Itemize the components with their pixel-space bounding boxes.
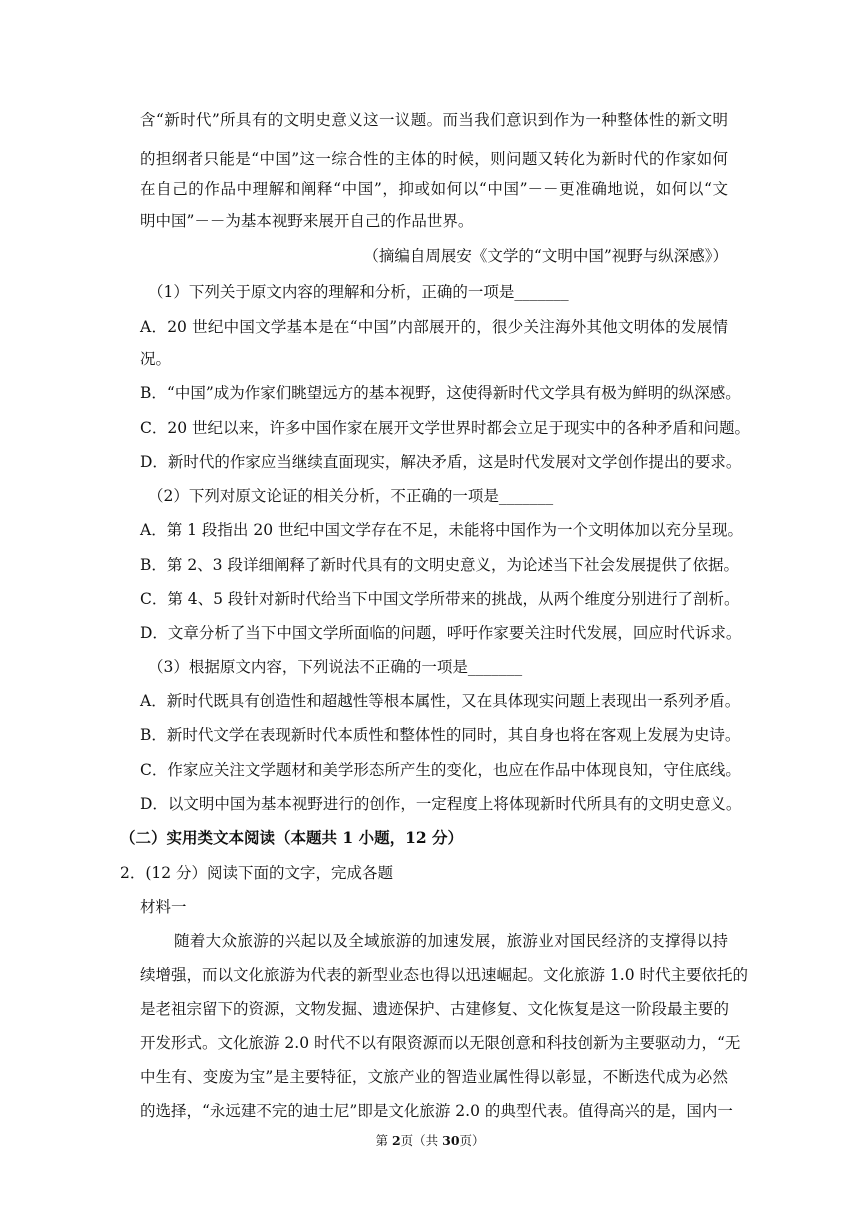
page-footer: [0, 1131, 860, 1151]
option-b: B．新时代文学在表现新时代本质性和整体性的同时，其自身也将在客观上发展为史诗。: [140, 726, 741, 744]
option-c: C．20 世纪以来，许多中国作家在展开文学世界时都会立足于现实中的各种矛盾和问题。: [140, 419, 751, 437]
passage-line: 含“新时代”所具有的文明史意义这一议题。而当我们意识到作为一种整体性的新文明: [140, 111, 728, 129]
option-a: A．新时代既具有创造性和超越性等根本属性，又在具体现实问题上表现出一系列矛盾。: [140, 692, 741, 710]
footer-prefix: 第: [375, 1133, 392, 1148]
material-line: 中生有、变废为宝”是主要特征，文旅产业的智造业属性得以彰显，不断迭代成为必然: [140, 1068, 728, 1086]
source-citation: （摘编自周展安《文学的“文明中国”视野与纵深感》）: [363, 247, 728, 265]
option-a: A．第 1 段指出 20 世纪中国文学存在不足，未能将中国作为一个文明体加以充分呈现。: [140, 521, 743, 539]
option-a: A．20 世纪中国文学基本是在“中国”内部展开的，很少关注海外其他文明体的发展情: [140, 318, 728, 336]
passage-line: 明中国”－－为基本视野来展开自己的作品世界。: [140, 212, 474, 230]
question-stem: （3）根据原文内容，下列说法不正确的一项是_______: [148, 658, 523, 676]
option-d: D．文章分析了当下中国文学所面临的问题，呼吁作家要关注时代发展，回应时代诉求。: [140, 624, 742, 642]
footer-middle: 页（共: [400, 1133, 443, 1148]
option-c: C．第 4、5 段针对新时代给当下中国文学所带来的挑战，从两个维度分别进行了剖析。: [140, 590, 740, 608]
option-d: D．以文明中国为基本视野进行的创作，一定程度上将体现新时代所具有的文明史意义。: [140, 795, 742, 813]
material-line: 续增强，而以文化旅游为代表的新型业态也得以迅速崛起。文化旅游 1.0 时代主要依托的: [140, 966, 749, 984]
option-b: B．“中国”成为作家们眺望远方的基本视野，这使得新时代文学具有极为鲜明的纵深感。: [140, 384, 741, 402]
question-2-stem: 2．(12 分）阅读下面的文字，完成各题: [120, 864, 394, 882]
option-d: D．新时代的作家应当继续直面现实，解决矛盾，这是时代发展对文学创作提出的要求。: [140, 453, 742, 471]
question-stem: （2）下列对原文论证的相关分析，不正确的一项是_______: [148, 487, 554, 505]
question-stem: （1）下列关于原文内容的理解和分析，正确的一项是_______: [148, 283, 569, 301]
footer-page-number: 2: [391, 1133, 401, 1148]
section-heading: （二）实用类文本阅读（本题共 1 小题，12 分）: [120, 828, 464, 847]
option-b: B．第 2、3 段详细阐释了新时代具有的文明史意义，为论述当下社会发展提供了依据。: [140, 556, 739, 574]
footer-suffix: 页）: [459, 1133, 485, 1148]
material-line: 随着大众旅游的兴起以及全域旅游的加速发展，旅游业对国民经济的支撑得以持: [174, 932, 728, 950]
option-a-cont: 况。: [140, 350, 172, 368]
material-label: 材料一: [140, 898, 187, 916]
option-c: C．作家应关注文学题材和美学形态所产生的变化，也应在作品中体现良知，守住底线。: [140, 761, 741, 779]
footer-total-pages: 30: [442, 1133, 460, 1148]
passage-line: 在自己的作品中理解和阐释“中国”，抑或如何以“中国”－－更准确地说，如何以“文: [140, 180, 728, 198]
material-line: 是老祖宗留下的资源，文物发掘、遗迹保护、古建修复、文化恢复是这一阶段最主要的: [140, 1000, 730, 1018]
passage-line: 的担纲者只能是“中国”这一综合性的主体的时候，则问题又转化为新时代的作家如何: [140, 150, 728, 168]
material-line: 开发形式。文化旅游 2.0 时代不以有限资源而以无限创意和科技创新为主要驱动力，“无: [140, 1034, 741, 1052]
material-line: 的选择，“永远建不完的迪士尼”即是文化旅游 2.0 的典型代表。值得高兴的是，国内一: [140, 1102, 733, 1120]
